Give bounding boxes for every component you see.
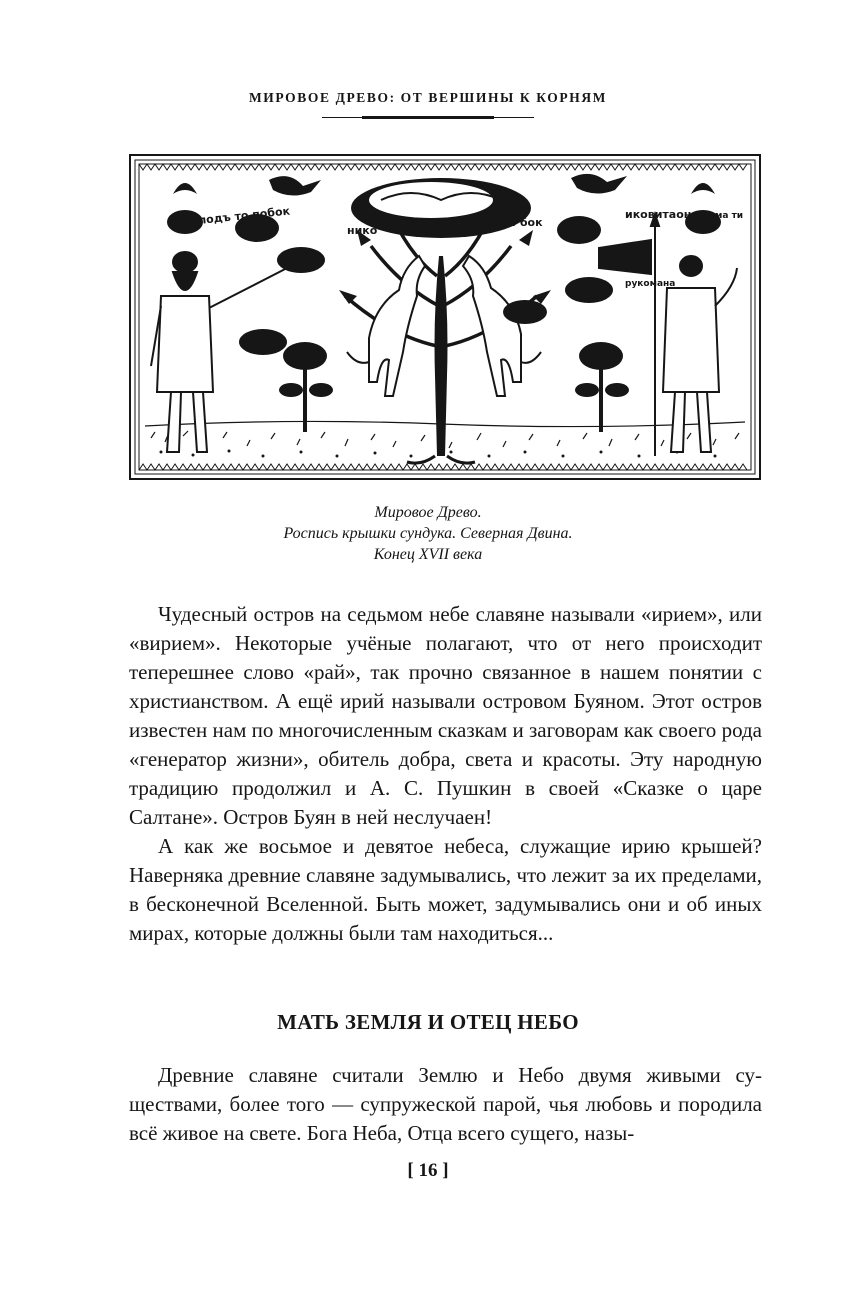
right-figure [599, 214, 737, 456]
paragraph: Чудесный остров на седьмом небе славяне называли «ирием», или «вирием». Некоторые учёные полагают, что от него происходит теперешнее слово «рай», так прочно связанное в нашем понятии с христианством. А ещё ирий называли островом Буяном. Этот остров известен нам по многочисленным сказкам и заговорам как своего рода «генератор жизни», обитель добра, света и красоты. Эту народную традицию продолжил и А. С. Пушкин в своей «Сказке о царе Салтане». Остров Буян в ней неслучаен! [129, 602, 762, 829]
body-text-1 [129, 600, 762, 948]
inscription-1: подъ то побок [197, 204, 291, 227]
inscription-6: рукомана [625, 279, 676, 289]
body-text-2 [129, 1061, 762, 1148]
caption-line: Роспись крышки сундука. Северная Двина. [283, 525, 573, 542]
inscription-5: ма ти [715, 211, 744, 221]
page-number: [ 16 ] [407, 1160, 449, 1181]
running-head: МИРОВОЕ ДРЕВО: ОТ ВЕРШИНЫ К КОРНЯМ [248, 90, 608, 105]
paragraph: А как же восьмое и девятое небеса, служащие ирию крышей? Наверняка древние славяне задумывались, что лежит за их пределами, в бесконечной Вселенной. Быть может, задумывались они и об иных мирах, которые должны были там находиться... [129, 834, 762, 945]
inscription-4: иковитаон [625, 208, 692, 221]
caption-line: Мировое Древо. [374, 504, 482, 521]
inscription-3: ль бок [501, 216, 543, 229]
figure-caption [0, 502, 856, 565]
small-bushes [279, 342, 629, 432]
caption-line: Конец XVII века [373, 546, 483, 563]
inscription-2: нико [347, 224, 378, 237]
section-heading: МАТЬ ЗЕМЛЯ И ОТЕЦ НЕБО [277, 1010, 579, 1034]
world-tree-illustration [129, 154, 761, 480]
header-rule [362, 116, 494, 119]
paragraph: Древние славяне считали Землю и Небо двумя живыми существами, более того — супружеской парой, чья любовь и породила всё живое на свете. Бога Неба, Отца всего сущего, назы- [129, 1063, 762, 1145]
